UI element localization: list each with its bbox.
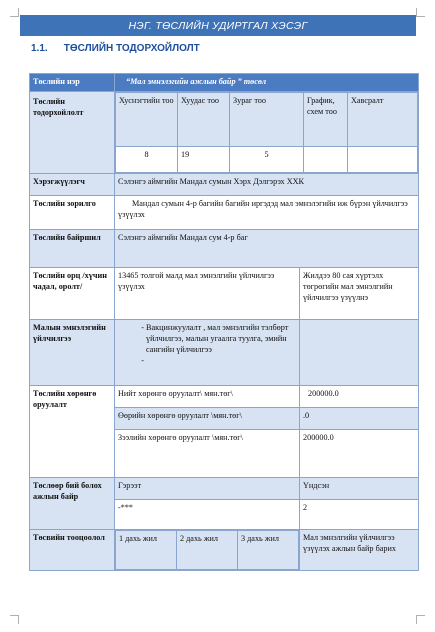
capacity-left: 13465 толгой малд мал эмнэлгийн үйлчилгээ үзүүлэх [115,268,300,320]
funding-row-total [30,386,419,408]
funding-total-name: Нийт хөрөнгө оруулалт\ мян.төг\ [115,386,300,408]
calc-year-1: 1 дахь жил [116,531,177,570]
services-list [118,322,296,366]
col-pages-count: Хуудас тоо [178,93,230,147]
capacity-label: Төслийн орц /хүчин чадал, оролт/ [30,268,115,320]
funding-loan-name: Зээлийн хөрөнгө оруулалт \мян.төг\ [115,430,300,478]
calc-years [115,530,299,570]
definition-label: Төслийн тодорхойлолт [30,92,115,174]
crop-mark-top-right [416,8,425,17]
implementer-label: Хэрэгжүүлэгч [30,174,115,196]
calc-right: Мал эмнэлгийн үйлчилгээ үзүүлэх ажлын байр барих [300,530,419,571]
jobs-label: Төслөөр бий болох ажлын байр [30,478,115,530]
funding-loan-value: 200000.0 [300,430,419,478]
funding-total-value: 200000.0 [300,386,419,408]
jobs-row-header [30,478,419,500]
purpose-value: Мандал сумын 4-р багийн багийн иргэдэд мал эмнэлэгийн иж бүрэн үйлчилгээ үзүүлэх [115,196,419,230]
services-item: - Вакцинжуулалт , мал эмнэлгийн тэлбөрт үйлчилгээ, малын угаалга туулга, эмийн сангийн үйлчилгээ [146,322,296,355]
project-name-value: “Мал эмнэлэгийн ажлын байр ” төсөл [115,74,419,92]
purpose-label: Төслийн зорилго [30,196,115,230]
capacity-row [30,268,419,320]
val-pages-count: 19 [178,147,230,173]
section-title: ТӨСЛИЙН ТОДОРХОЙЛОЛТ [63,43,200,54]
location-value: Сэлэнгэ аймгийн Мандал сум 4-р баг [115,230,419,268]
calc-label: Төсвийн тооцоолол [30,530,115,571]
val-tables-count: 8 [116,147,178,173]
purpose-row [30,196,419,230]
capacity-right: Жилдээ 80 сая хүртэлх төгрөгийн мал эмнэлгийн үйлчилгээ үзүүлнэ [300,268,419,320]
crop-mark-top-left [10,8,19,17]
col-images-count: Зураг тоо [230,93,304,147]
definition-row [30,92,419,174]
implementer-row [30,174,419,196]
crop-mark-bottom-left [10,615,19,624]
project-name-label: Төслийн нэр [30,74,115,92]
val-attachments [348,147,418,173]
location-row [30,230,419,268]
val-charts-count [304,147,348,173]
calc-year-2: 2 дахь жил [177,531,238,570]
calc-year-3: 3 дахь жил [238,531,299,570]
funding-own-value: .0 [300,408,419,430]
section-heading [31,43,200,54]
section-number: 1.1. [31,43,48,54]
services-item [146,355,296,366]
funding-own-name: Өөрийн хөрөнгө оруулалт \мян.төг\ [115,408,300,430]
col-charts-count: График, схем тоо [304,93,348,147]
project-table [29,73,419,571]
jobs-permanent-header: Үндсэн [300,478,419,500]
val-images-count: 5 [230,147,304,173]
chapter-banner: НЭГ. ТӨСЛИЙН УДИРТГАЛ ХЭСЭГ [20,15,416,36]
col-attachments: Хавсралт [348,93,418,147]
jobs-contract-header: Гэрээт [115,478,300,500]
services-row [30,320,419,386]
crop-mark-bottom-right [416,615,425,624]
jobs-contract-value: -*** [115,500,300,530]
definition-grid [115,92,418,173]
calc-row [30,530,419,571]
funding-label: Төслийн хөрөнгө оруулалт [30,386,115,478]
services-label: Малын эмнэлэгийн үйлчилгээ [30,320,115,386]
jobs-permanent-value: 2 [300,500,419,530]
col-tables-count: Хуснэгтийн тоо [116,93,178,147]
project-name-row [30,74,419,92]
location-label: Төслийн байршил [30,230,115,268]
implementer-value: Сэлэнгэ аймгийн Мандал сумын Хэрх Дэлгэрэх ХХК [115,174,419,196]
